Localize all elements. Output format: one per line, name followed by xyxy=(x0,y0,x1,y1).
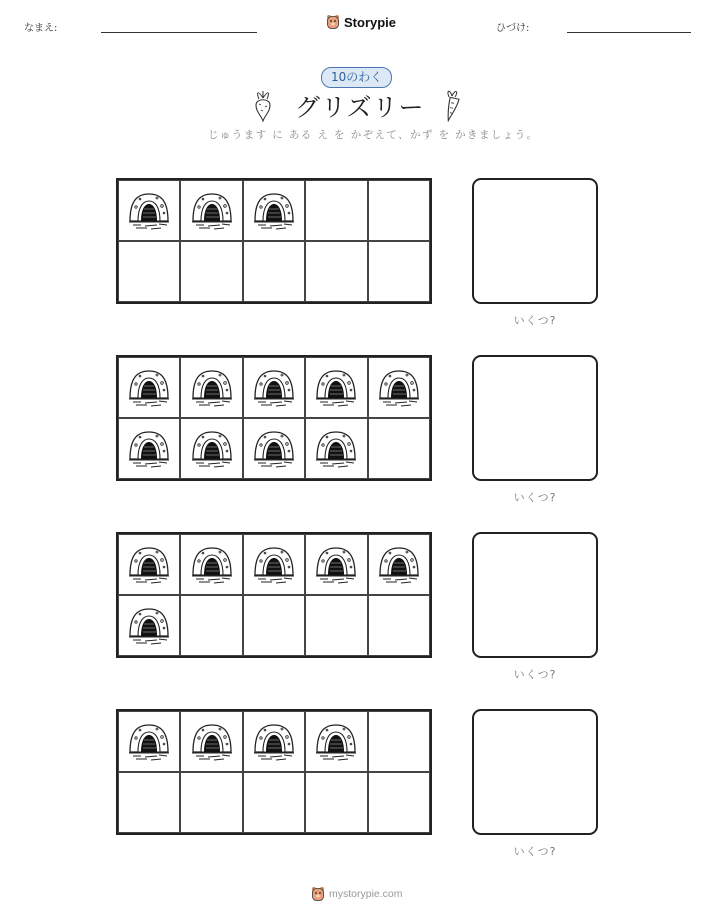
cave-icon xyxy=(377,368,421,408)
cave-icon xyxy=(314,545,358,585)
footer xyxy=(311,886,403,902)
ten-frame-cell xyxy=(368,711,430,772)
ten-frame-cell xyxy=(118,418,180,479)
ten-frame-cell xyxy=(180,241,242,302)
ten-frame-cell xyxy=(243,241,305,302)
ten-frame-cell xyxy=(305,595,367,656)
cave-icon xyxy=(252,368,296,408)
cave-icon xyxy=(127,545,171,585)
brand-name: Storypie xyxy=(344,14,397,30)
date-line[interactable] xyxy=(567,32,691,33)
ten-frame-cell xyxy=(180,418,242,479)
ten-frame xyxy=(116,178,432,304)
cave-icon xyxy=(190,429,234,469)
ten-frame-cell xyxy=(180,772,242,833)
ten-frame-cell xyxy=(118,357,180,418)
ten-frame-cell xyxy=(305,711,367,772)
ten-frame-cell xyxy=(368,595,430,656)
cave-icon xyxy=(127,722,171,762)
ten-frame-cell xyxy=(368,357,430,418)
cave-icon xyxy=(190,545,234,585)
page-title: グリズリー xyxy=(295,93,425,122)
instructions: じゅうます に ある え を かぞえて、かず を かきましょう。 xyxy=(208,129,539,141)
ten-frame-cell xyxy=(180,711,242,772)
ten-frame-cell xyxy=(368,180,430,241)
ten-frame xyxy=(116,709,432,835)
carrot-icon xyxy=(440,88,462,122)
ten-frame-cell xyxy=(118,180,180,241)
bear-logo-icon xyxy=(311,886,325,902)
ten-frame-cell xyxy=(243,595,305,656)
ten-frame-cell xyxy=(243,534,305,595)
ten-frame xyxy=(116,532,432,658)
cave-icon xyxy=(314,722,358,762)
radish-icon xyxy=(252,88,274,122)
name-line[interactable] xyxy=(101,32,257,33)
ten-frame xyxy=(116,355,432,481)
ten-frame-cell xyxy=(180,180,242,241)
bear-logo-icon xyxy=(326,14,340,30)
ten-frame-cell xyxy=(118,772,180,833)
footer-url[interactable]: mystorypie.com xyxy=(329,888,403,900)
question-label: いくつ? xyxy=(513,845,557,858)
ten-frame-cell xyxy=(243,357,305,418)
ten-frame-cell xyxy=(118,595,180,656)
answer-box[interactable] xyxy=(472,178,598,304)
ten-frame-cell xyxy=(243,180,305,241)
ten-frame-cell xyxy=(368,772,430,833)
ten-frame-cell xyxy=(305,241,367,302)
ten-frame-cell xyxy=(118,711,180,772)
ten-frame-cell xyxy=(305,418,367,479)
cave-icon xyxy=(252,429,296,469)
answer-box[interactable] xyxy=(472,355,598,481)
cave-icon xyxy=(252,722,296,762)
ten-frame-cell xyxy=(180,595,242,656)
ten-frame-cell xyxy=(305,180,367,241)
ten-frame-cell xyxy=(180,534,242,595)
brand xyxy=(326,14,396,30)
cave-icon xyxy=(377,545,421,585)
ten-frame-cell xyxy=(305,357,367,418)
cave-icon xyxy=(127,606,171,646)
question-label: いくつ? xyxy=(513,314,557,327)
question-label: いくつ? xyxy=(513,668,557,681)
answer-box[interactable] xyxy=(472,709,598,835)
question-label: いくつ? xyxy=(513,491,557,504)
cave-icon xyxy=(127,429,171,469)
cave-icon xyxy=(252,191,296,231)
cave-icon xyxy=(314,368,358,408)
answer-box[interactable] xyxy=(472,532,598,658)
cave-icon xyxy=(252,545,296,585)
ten-frame-cell xyxy=(368,241,430,302)
cave-icon xyxy=(314,429,358,469)
name-label: なまえ: xyxy=(24,23,58,34)
ten-frame-cell xyxy=(368,418,430,479)
cave-icon xyxy=(190,722,234,762)
topic-badge: 10のわく xyxy=(321,67,392,88)
cave-icon xyxy=(127,368,171,408)
ten-frame-cell xyxy=(118,241,180,302)
ten-frame-cell xyxy=(305,772,367,833)
cave-icon xyxy=(127,191,171,231)
date-label: ひづけ: xyxy=(496,23,530,34)
ten-frame-cell xyxy=(118,534,180,595)
ten-frame-cell xyxy=(180,357,242,418)
ten-frame-cell xyxy=(243,418,305,479)
ten-frame-cell xyxy=(243,711,305,772)
ten-frame-cell xyxy=(305,534,367,595)
cave-icon xyxy=(190,191,234,231)
cave-icon xyxy=(190,368,234,408)
ten-frame-cell xyxy=(243,772,305,833)
ten-frame-cell xyxy=(368,534,430,595)
